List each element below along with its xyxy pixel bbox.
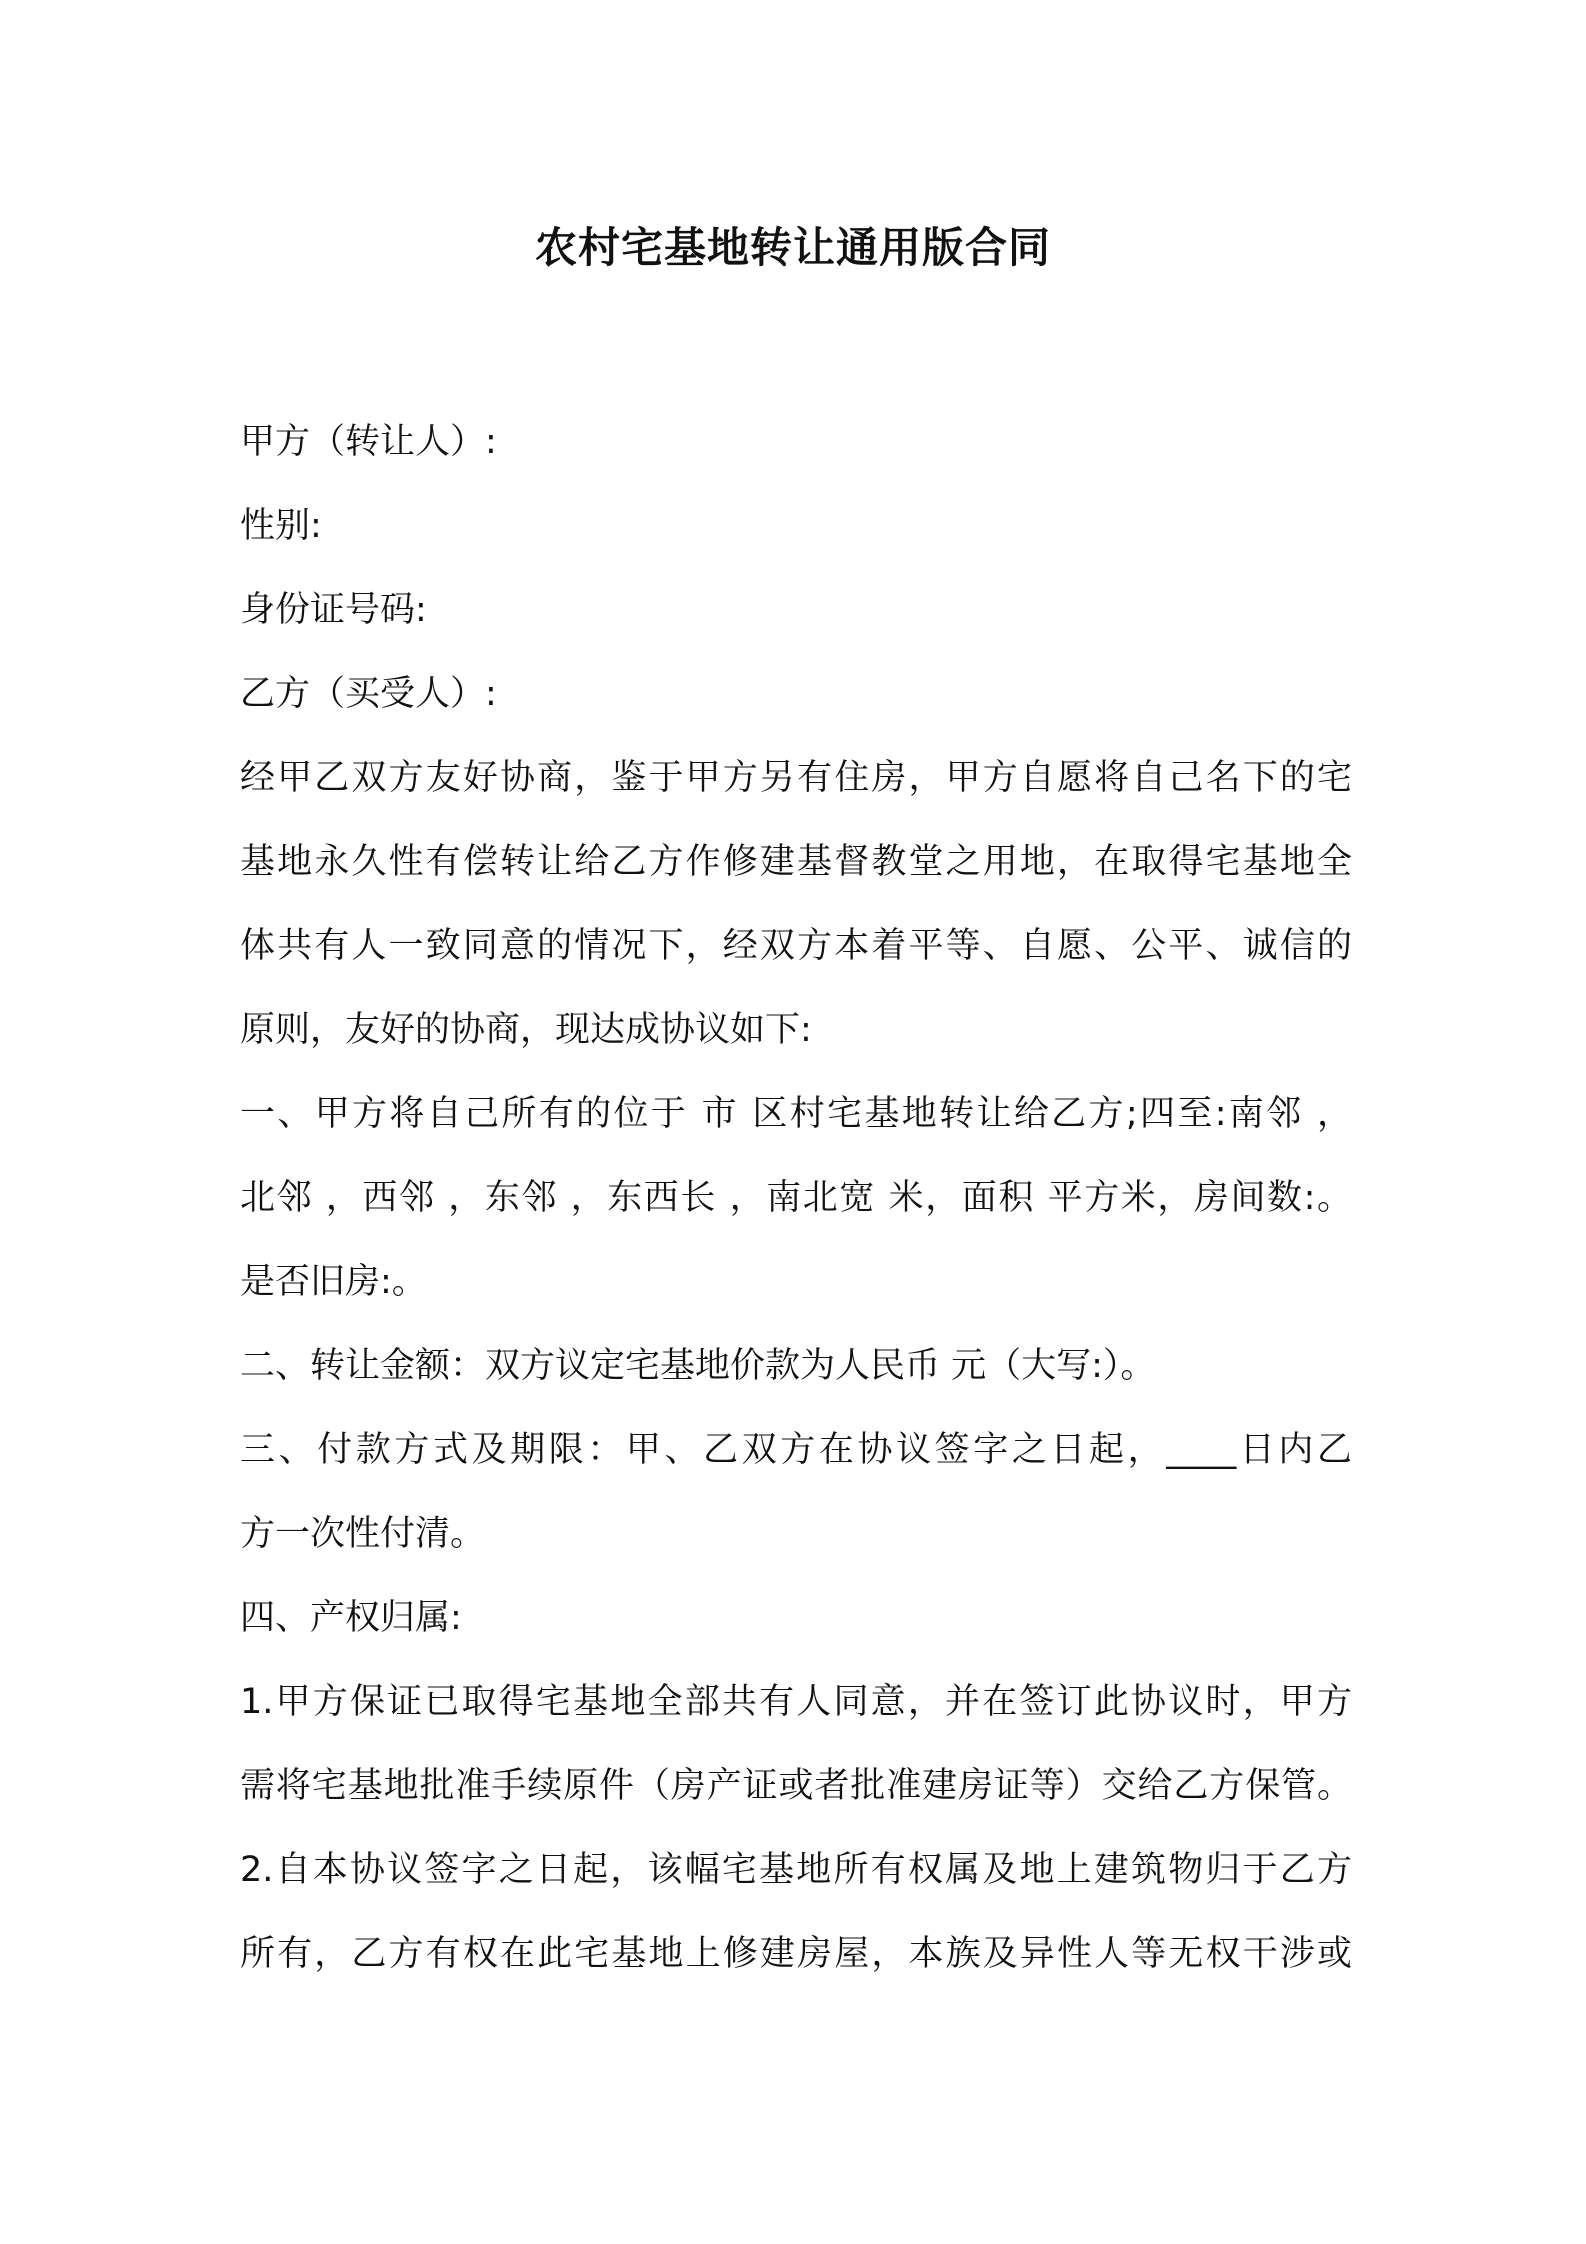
clause-4-item-1-line-2: 需将宅基地批准手续原件（房产证或者批准建房证等）交给乙方保管。 xyxy=(240,1766,1352,1806)
preamble-line-4: 原则，友好的协商，现达成协议如下: xyxy=(240,1010,812,1050)
clause-4-item-2-line-2: 所有，乙方有权在此宅基地上修建房屋，本族及异性人等无权干涉或 xyxy=(240,1934,1352,1974)
clause-4-item-2-line-1: 2.自本协议签字之日起，该幅宅基地所有权属及地上建筑物归于乙方 xyxy=(240,1850,1352,1890)
preamble-line-2: 基地永久性有偿转让给乙方作修建基督教堂之用地，在取得宅基地全 xyxy=(240,842,1352,882)
clause-1-line-2: 北邻 ，西邻 ，东邻 ，东西长 ，南北宽 米，面积 平方米，房间数:。 xyxy=(240,1178,1352,1218)
clause-1-line-3: 是否旧房:。 xyxy=(240,1262,427,1302)
preamble-line-1: 经甲乙双方友好协商，鉴于甲方另有住房，甲方自愿将自己名下的宅 xyxy=(240,758,1352,798)
party-b-line: 乙方（买受人）: xyxy=(240,674,497,714)
clause-4-item-1-line-1: 1.甲方保证已取得宅基地全部共有人同意，并在签订此协议时，甲方 xyxy=(240,1682,1352,1722)
document-title: 农村宅基地转让通用版合同 xyxy=(534,223,1051,272)
party-a-line: 甲方（转让人）: xyxy=(240,422,497,462)
id-number-line: 身份证号码: xyxy=(240,590,427,630)
preamble-line-3: 体共有人一致同意的情况下，经双方本着平等、自愿、公平、诚信的 xyxy=(240,926,1352,966)
clause-3-line-1: 三、付款方式及期限：甲、乙双方在协议签字之日起，____日内乙 xyxy=(240,1430,1352,1470)
clause-1-line-1: 一、甲方将自己所有的位于 市 区村宅基地转让给乙方;四至:南邻 ， xyxy=(240,1094,1352,1134)
clause-3-line-2: 方一次性付清。 xyxy=(240,1514,486,1554)
clause-2-line: 二、转让金额：双方议定宅基地价款为人民币 元（大写:）。 xyxy=(240,1346,1156,1386)
clause-4-heading: 四、产权归属: xyxy=(240,1598,462,1638)
document-body xyxy=(240,400,1352,1996)
gender-line: 性别: xyxy=(240,506,322,546)
